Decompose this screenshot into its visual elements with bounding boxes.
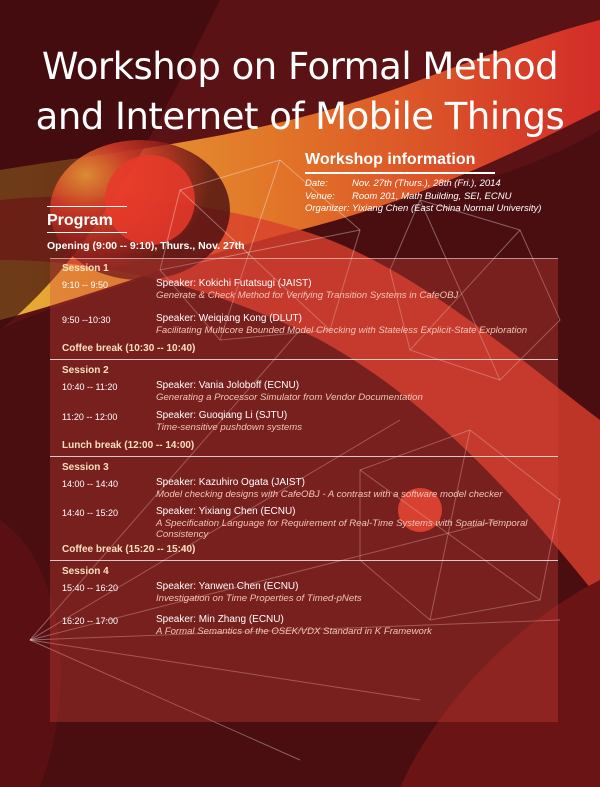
talk-title: Generate & Check Method for Verifying Transition Systems in CafeOBJ — [156, 290, 459, 301]
talk-time: 14:40 -- 15:20 — [62, 507, 119, 518]
talk-speaker: Speaker: Min Zhang (ECNU) — [156, 614, 284, 625]
section-divider — [50, 456, 558, 457]
talk-title: Model checking designs with CafeOBJ - A contrast with a software model checker — [156, 489, 503, 500]
talk-item — [62, 313, 558, 337]
info-key: Organizer: — [305, 203, 350, 214]
talk-title: A Specification Language for Requirement of Real-Time Systems with Spatial-Temporal Consistency — [156, 517, 528, 540]
talk-time: 15:40 -- 16:20 — [62, 582, 119, 593]
info-divider — [305, 172, 495, 174]
talk-title: Time-sensitive pushdown systems — [156, 421, 303, 433]
program-heading: Program — [47, 212, 113, 229]
program-divider-top — [47, 206, 127, 207]
talk-item — [62, 506, 558, 541]
talk-item — [62, 380, 558, 404]
program-divider-bottom — [47, 232, 127, 233]
talk-speaker: Speaker: Yanwen Chen (ECNU) — [156, 580, 299, 592]
talk-title: Facilitating Multicore Bounded Model Checking with Stateless Explicit-State Exploration — [156, 324, 528, 336]
talk-item — [62, 477, 558, 501]
info-value: Room 201, Math Building, SEI, ECNU — [352, 190, 512, 202]
talk-time: 10:40 -- 11:20 — [62, 382, 118, 392]
talk-item — [62, 278, 558, 302]
talk-time: 9:50 --10:30 — [62, 314, 111, 325]
talk-speaker: Speaker: Guoqiang Li (SJTU) — [156, 409, 288, 421]
talk-time: 16:20 -- 17:00 — [62, 616, 119, 626]
title-line-2: and Internet of Mobile Things — [35, 95, 565, 138]
opening-line: Opening (9:00 -- 9:10), Thurs., Nov. 27th — [47, 240, 245, 252]
talk-item — [62, 581, 558, 605]
talk-time: 9:10 -- 9:50 — [62, 280, 109, 290]
info-heading: Workshop information — [305, 151, 476, 168]
lunch-break-label: Lunch break (12:00 -- 14:00) — [62, 440, 195, 451]
coffee-break-label: Coffee break (10:30 -- 10:40) — [62, 343, 196, 354]
talk-title: A Formal Semantics of the OSEK/VDX Standard in K Framework — [156, 626, 432, 637]
info-key: Date: — [305, 178, 328, 189]
talk-title: Investigation on Time Properties of Timed-pNets — [156, 592, 362, 604]
poster-title — [0, 42, 600, 142]
talk-title: Generating a Processor Simulator from Vendor Documentation — [156, 392, 423, 403]
workshop-info — [305, 150, 595, 216]
schedule — [62, 262, 558, 638]
session-label: Session 1 — [62, 263, 109, 274]
session-label: Session 4 — [62, 565, 109, 577]
talk-speaker: Speaker: Kazuhiro Ogata (JAIST) — [156, 477, 305, 488]
info-row-date — [305, 178, 595, 191]
talk-speaker: Speaker: Kokichi Futatsugi (JAIST) — [156, 278, 312, 289]
info-row-organizer — [305, 203, 595, 216]
title-line-1: Workshop on Formal Method — [41, 45, 559, 88]
talk-item — [62, 614, 558, 638]
talk-time: 14:00 -- 14:40 — [62, 479, 119, 489]
info-key: Venue: — [305, 190, 335, 202]
info-value: Nov. 27th (Thurs.), 28th (Fri.), 2014 — [352, 178, 501, 189]
talk-item — [62, 410, 558, 434]
section-divider — [50, 560, 558, 561]
talk-time: 11:20 -- 12:00 — [62, 411, 118, 422]
section-divider — [50, 359, 558, 360]
talk-speaker: Speaker: Yixiang Chen (ECNU) — [156, 505, 296, 517]
talk-speaker: Speaker: Weiqiang Kong (DLUT) — [156, 312, 302, 324]
session-label: Session 3 — [62, 462, 109, 473]
coffee-break-label: Coffee break (15:20 -- 15:40) — [62, 543, 196, 555]
talk-speaker: Speaker: Vania Joloboff (ECNU) — [156, 380, 300, 391]
info-value: Yixiang Chen (East China Normal University) — [352, 203, 542, 214]
info-row-venue — [305, 191, 595, 204]
session-label: Session 2 — [62, 365, 109, 376]
